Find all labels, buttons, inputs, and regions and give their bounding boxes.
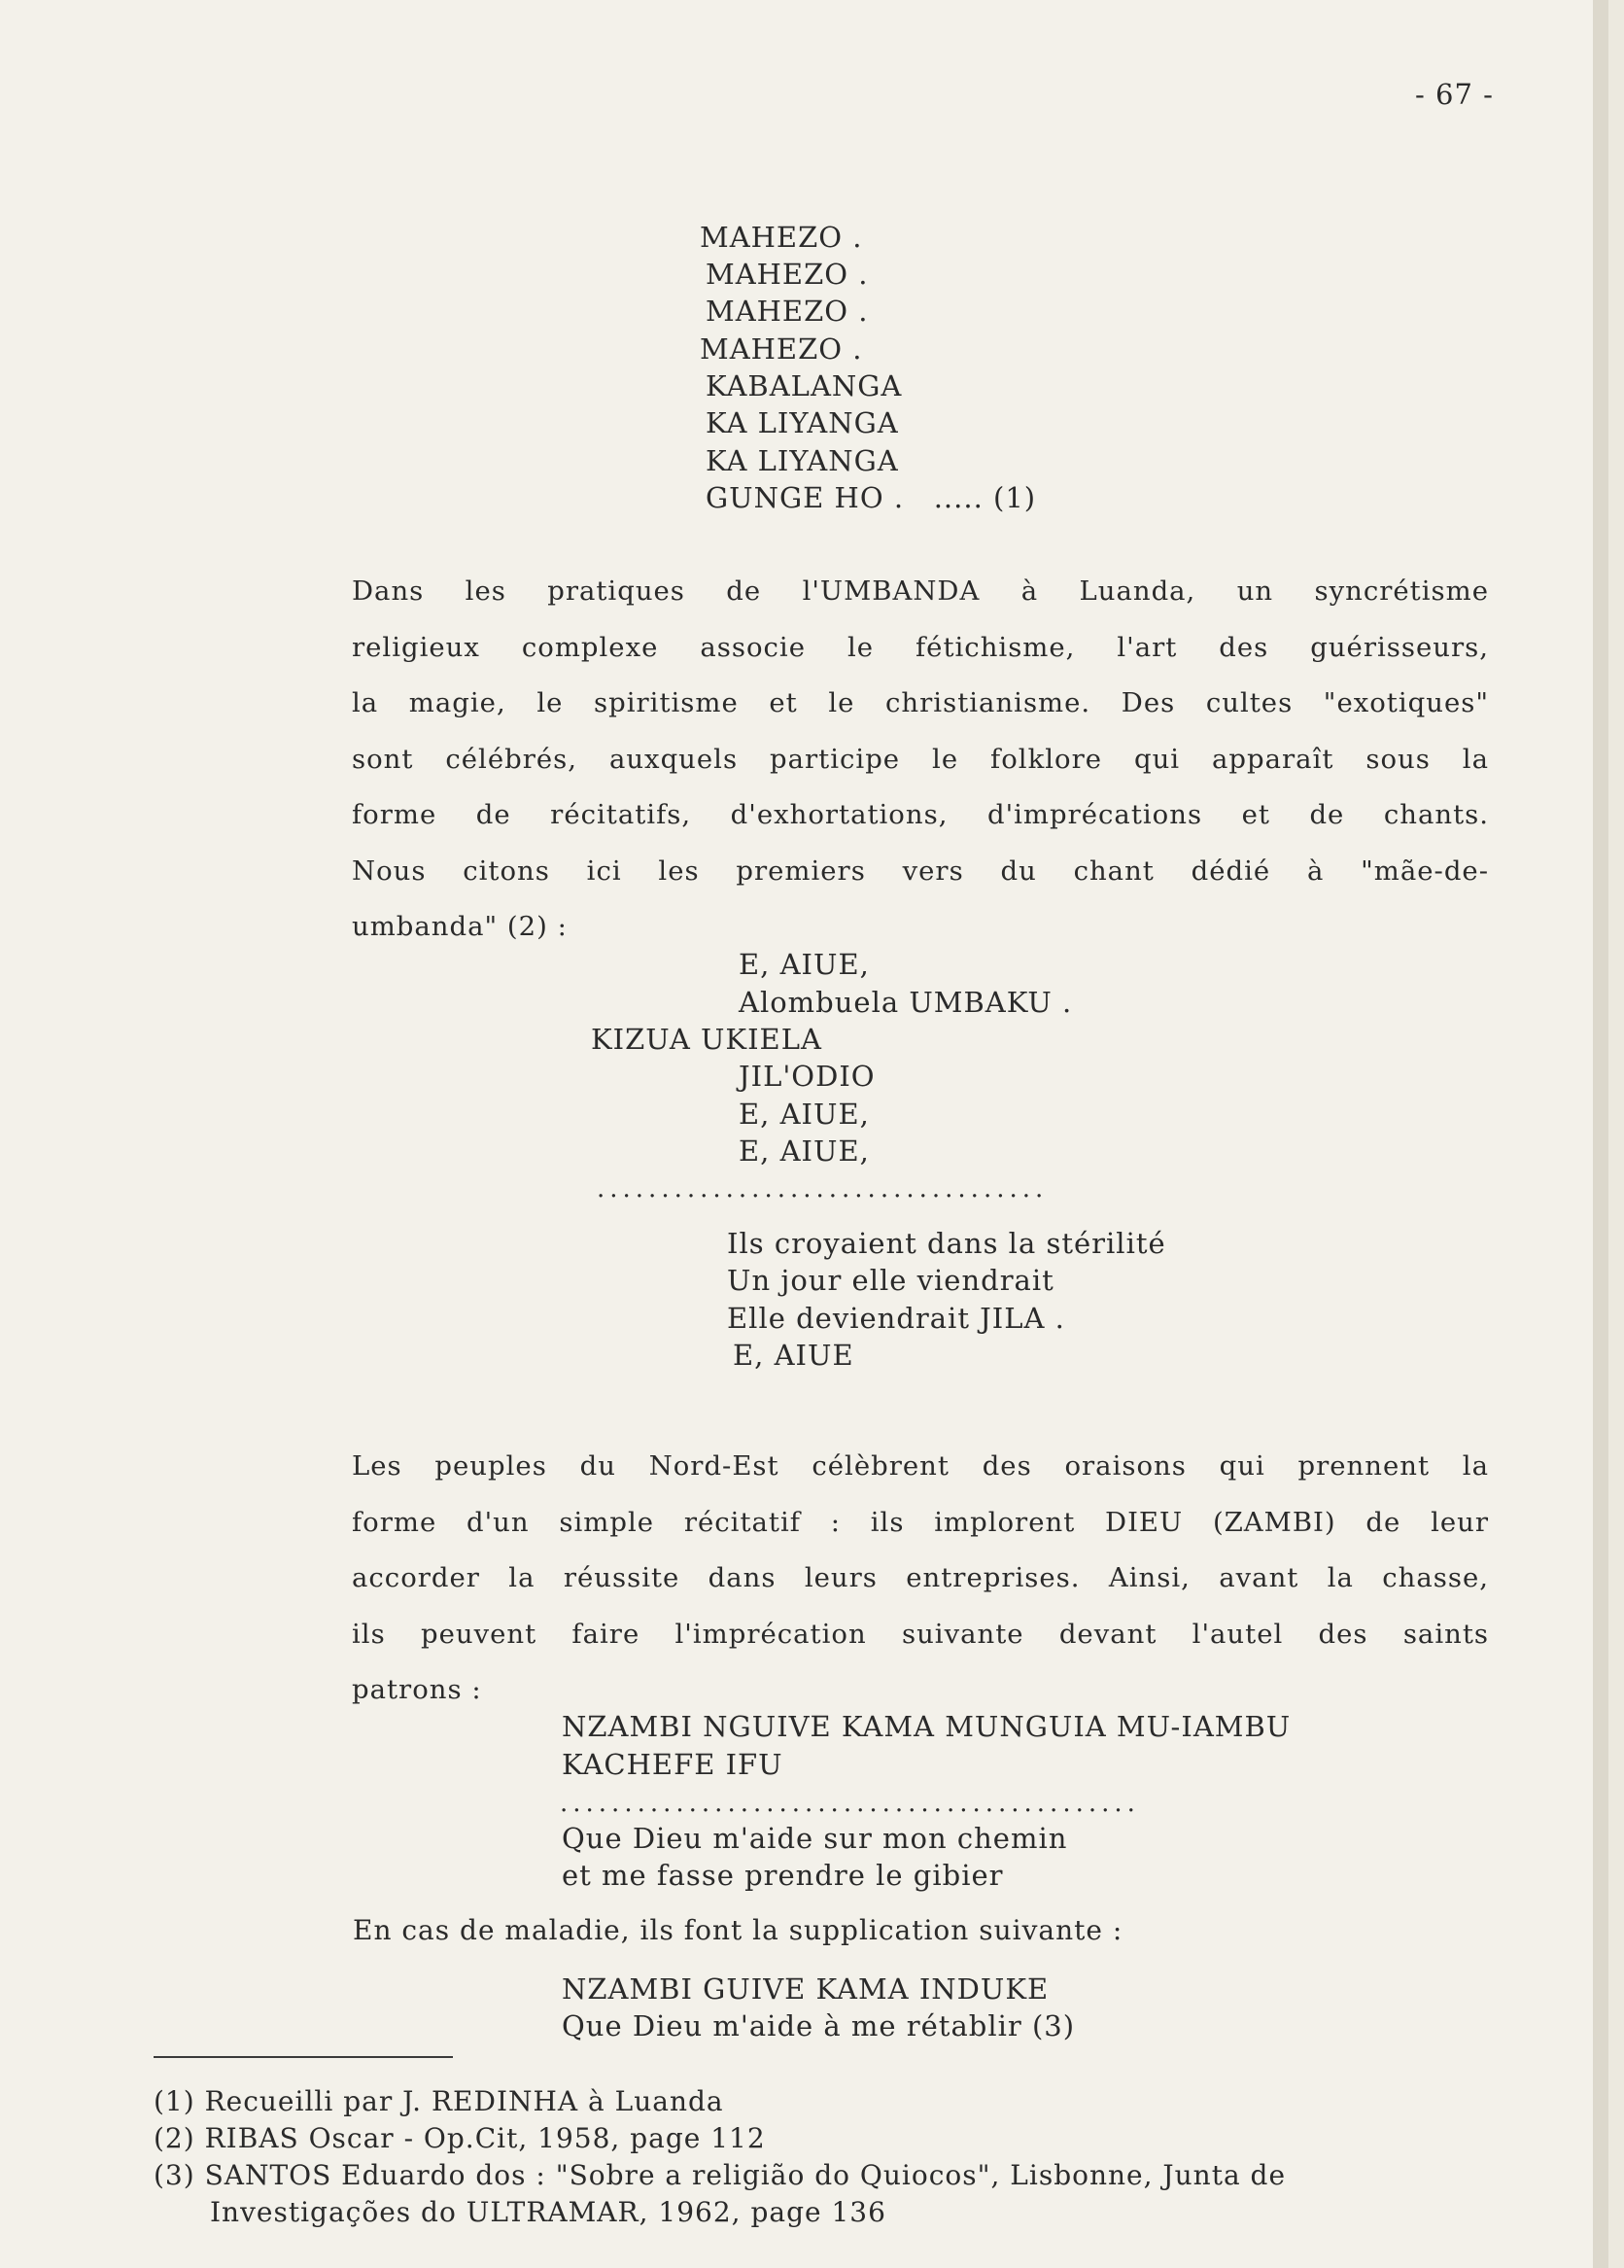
poem1-line: KA LIYANGA <box>706 444 899 477</box>
paragraph-line: umbanda" (2) : <box>352 911 568 942</box>
paragraph-nord-est <box>352 1439 1489 1719</box>
poem1-line: MAHEZO . <box>700 221 863 254</box>
ellipsis-separator: ................................... <box>597 1174 1049 1204</box>
poem2-translation-line: Un jour elle viendrait <box>727 1264 1054 1297</box>
paragraph-line: forme d'un simple récitatif : ils implorent DIEU (ZAMBI) de leur <box>352 1506 1489 1538</box>
footnote-2: (2) RIBAS Oscar - Op.Cit, 1958, page 112 <box>154 2122 766 2154</box>
paragraph-line: la magie, le spiritisme et le christianisme. Des cultes "exotiques" <box>352 687 1489 718</box>
poem2-line: Alombuela UMBAKU . <box>739 986 1073 1019</box>
footnote-rule <box>154 2056 453 2058</box>
poem2-translation-line: Ils croyaient dans la stérilité <box>727 1227 1166 1260</box>
poem2-line: E, AIUE, <box>739 1098 870 1131</box>
prayer1-line: NZAMBI NGUIVE KAMA MUNGUIA MU-IAMBU <box>562 1710 1292 1743</box>
paragraph-line: sont célébrés, auxquels participe le folklore qui apparaît sous la <box>352 743 1489 775</box>
poem1-line: KA LIYANGA <box>706 406 899 439</box>
paragraph-umbanda <box>352 564 1489 956</box>
paragraph-line: patrons : <box>352 1674 482 1705</box>
poem2-translation-line: Elle deviendrait JILA . <box>727 1302 1065 1335</box>
page-number: - 67 - <box>1415 78 1494 111</box>
paragraph-maladie: En cas de maladie, ils font la supplication suivante : <box>353 1914 1123 1946</box>
prayer2-line: NZAMBI GUIVE KAMA INDUKE <box>562 1972 1050 2006</box>
poem2-line: E, AIUE, <box>739 948 870 981</box>
poem2-translation-line: E, AIUE <box>733 1339 854 1372</box>
paragraph-line: accorder la réussite dans leurs entreprises. Ainsi, avant la chasse, <box>352 1562 1489 1593</box>
paragraph-line: forme de récitatifs, d'exhortations, d'imprécations et de chants. <box>352 799 1489 830</box>
prayer2-line: Que Dieu m'aide à me rétablir (3) <box>562 2009 1076 2042</box>
poem2-line: KIZUA UKIELA <box>591 1023 822 1056</box>
poem1-line: MAHEZO . <box>706 258 869 291</box>
footnote-3: (3) SANTOS Eduardo dos : "Sobre a religião do Quiocos", Lisbonne, Junta de <box>154 2159 1287 2191</box>
paragraph-line: religieux complexe associe le fétichisme, l'art des guérisseurs, <box>352 631 1489 663</box>
paragraph-line: ils peuvent faire l'imprécation suivante devant l'autel des saints <box>352 1618 1489 1650</box>
ellipsis-separator: ............................................. <box>560 1789 1140 1818</box>
page-edge <box>1593 0 1608 2268</box>
prayer1-translation-line: et me fasse prendre le gibier <box>562 1859 1004 1892</box>
poem1-line: KABALANGA <box>706 369 903 402</box>
poem1-line: MAHEZO . <box>700 332 863 366</box>
prayer1-translation-line: Que Dieu m'aide sur mon chemin <box>562 1822 1068 1855</box>
poem2-line: E, AIUE, <box>739 1134 870 1168</box>
paragraph-line: Nous citons ici les premiers vers du chant dédié à "mãe-de- <box>352 855 1489 887</box>
poem1-line: GUNGE HO . ..... (1) <box>706 481 1037 514</box>
footnote-1: (1) Recueilli par J. REDINHA à Luanda <box>154 2085 724 2117</box>
poem2-line: JIL'ODIO <box>739 1060 876 1093</box>
footnote-3-continued: Investigações do ULTRAMAR, 1962, page 136 <box>210 2196 886 2228</box>
paragraph-line: Les peuples du Nord-Est célèbrent des oraisons qui prennent la <box>352 1450 1489 1482</box>
poem1-line: MAHEZO . <box>706 295 869 328</box>
paragraph-line: Dans les pratiques de l'UMBANDA à Luanda, un syncrétisme <box>352 576 1489 607</box>
prayer1-line: KACHEFE IFU <box>562 1748 783 1781</box>
